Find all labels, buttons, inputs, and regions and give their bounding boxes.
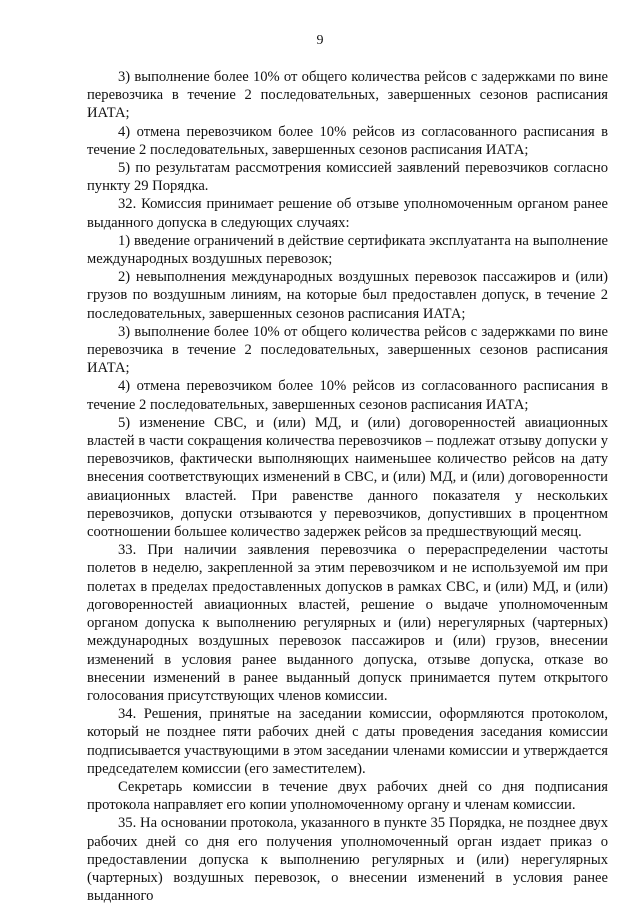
paragraph-34-secretary: Секретарь комиссии в течение двух рабочих дней со дня подписания протокола направляет его копии уполномоченному органу и членам комиссии. xyxy=(87,778,608,814)
paragraph-32-4: 4) отмена перевозчиком более 10% рейсов из согласованного расписания в течение 2 последовательных, завершенных сезонов расписания ИАТА; xyxy=(87,378,608,413)
paragraph-32-5: 5) изменение СВС, и (или) МД, и (или) договоренностей авиационных властей в части сокращения количества перевозчиков – подлежат отзыву допуски у перевозчиков, фактически выполняющих наименьшее количество рейсов на дату внесения соответствующих изменений в СВС, и (или) МД, и (или) договоренности авиационных властей. При равенстве данного показателя у нескольких перевозчиков, допуски отзываются у перевозчиков, допустивших в процентном соотношении большее количество задержек рейсов за предшествующий месяц. xyxy=(87,414,608,541)
paragraph-33: 33. При наличии заявления перевозчика о перераспределении частоты полетов в неделю, закрепленной за этим перевозчиком и не используемой им при полетах в пределах предоставленных допусков в рамках СВС, и (или) МД, и (или) договоренностей авиационных властей, решение о выдаче уполномоченным органом допуска к выполнению регулярных и (или) нерегулярных (чартерных) международных воздушных перевозок пассажиров и (или) грузов, внесении изменений в условия ранее выданного допуска, отзыве допуска, отказе во внесении изменений в ранее выданный допуск принимается путем открытого голосования присутствующих членов комиссии. xyxy=(87,542,608,704)
paragraph-31-5: 5) по результатам рассмотрения комиссией заявлений перевозчиков согласно пункту 29 Порядка. xyxy=(87,160,608,195)
paragraph-32: 32. Комиссия принимает решение об отзыве уполномоченным органом ранее выданного допуска в следующих случаях: xyxy=(87,196,608,231)
paragraph-34: 34. Решения, принятые на заседании комиссии, оформляются протоколом, который не позднее пяти рабочих дней с даты проведения заседания комиссии подписывается участвующими в этом заседании членами комиссии и утверждается председателем комиссии (его заместителем). xyxy=(87,706,608,777)
paragraph-32-1: 1) введение ограничений в действие сертификата эксплуатанта на выполнение международных воздушных перевозок; xyxy=(87,232,608,268)
paragraph-32-3: 3) выполнение более 10% от общего количества рейсов с задержками по вине перевозчика в течение 2 последовательных, завершенных сезонов расписания ИАТА; xyxy=(87,323,608,377)
page-number: 9 xyxy=(316,33,324,48)
paragraph-32-2: 2) невыполнения международных воздушных перевозок пассажиров и (или) грузов по воздушным линиям, на которые был предоставлен допуск, в течение 2 последовательных, завершенных сезонов расписания ИАТА; xyxy=(87,269,608,322)
paragraph-35: 35. На основании протокола, указанного в пункте 35 Порядка, не позднее двух рабочих дней со дня его получения уполномоченный орган издает приказ о предоставлении допуска к выполнению регулярных и (или) нерегулярных (чартерных) воздушных перевозок, о внесении изменений в условия ранее выданного xyxy=(87,815,608,905)
paragraph-31-4: 4) отмена перевозчиком более 10% рейсов из согласованного расписания в течение 2 последовательных, завершенных сезонов расписания ИАТА; xyxy=(87,123,608,158)
paragraph-31-3: 3) выполнение более 10% от общего количества рейсов с задержками по вине перевозчика в течение 2 последовательных, завершенных сезонов расписания ИАТА; xyxy=(87,69,608,122)
document-body xyxy=(87,68,608,905)
